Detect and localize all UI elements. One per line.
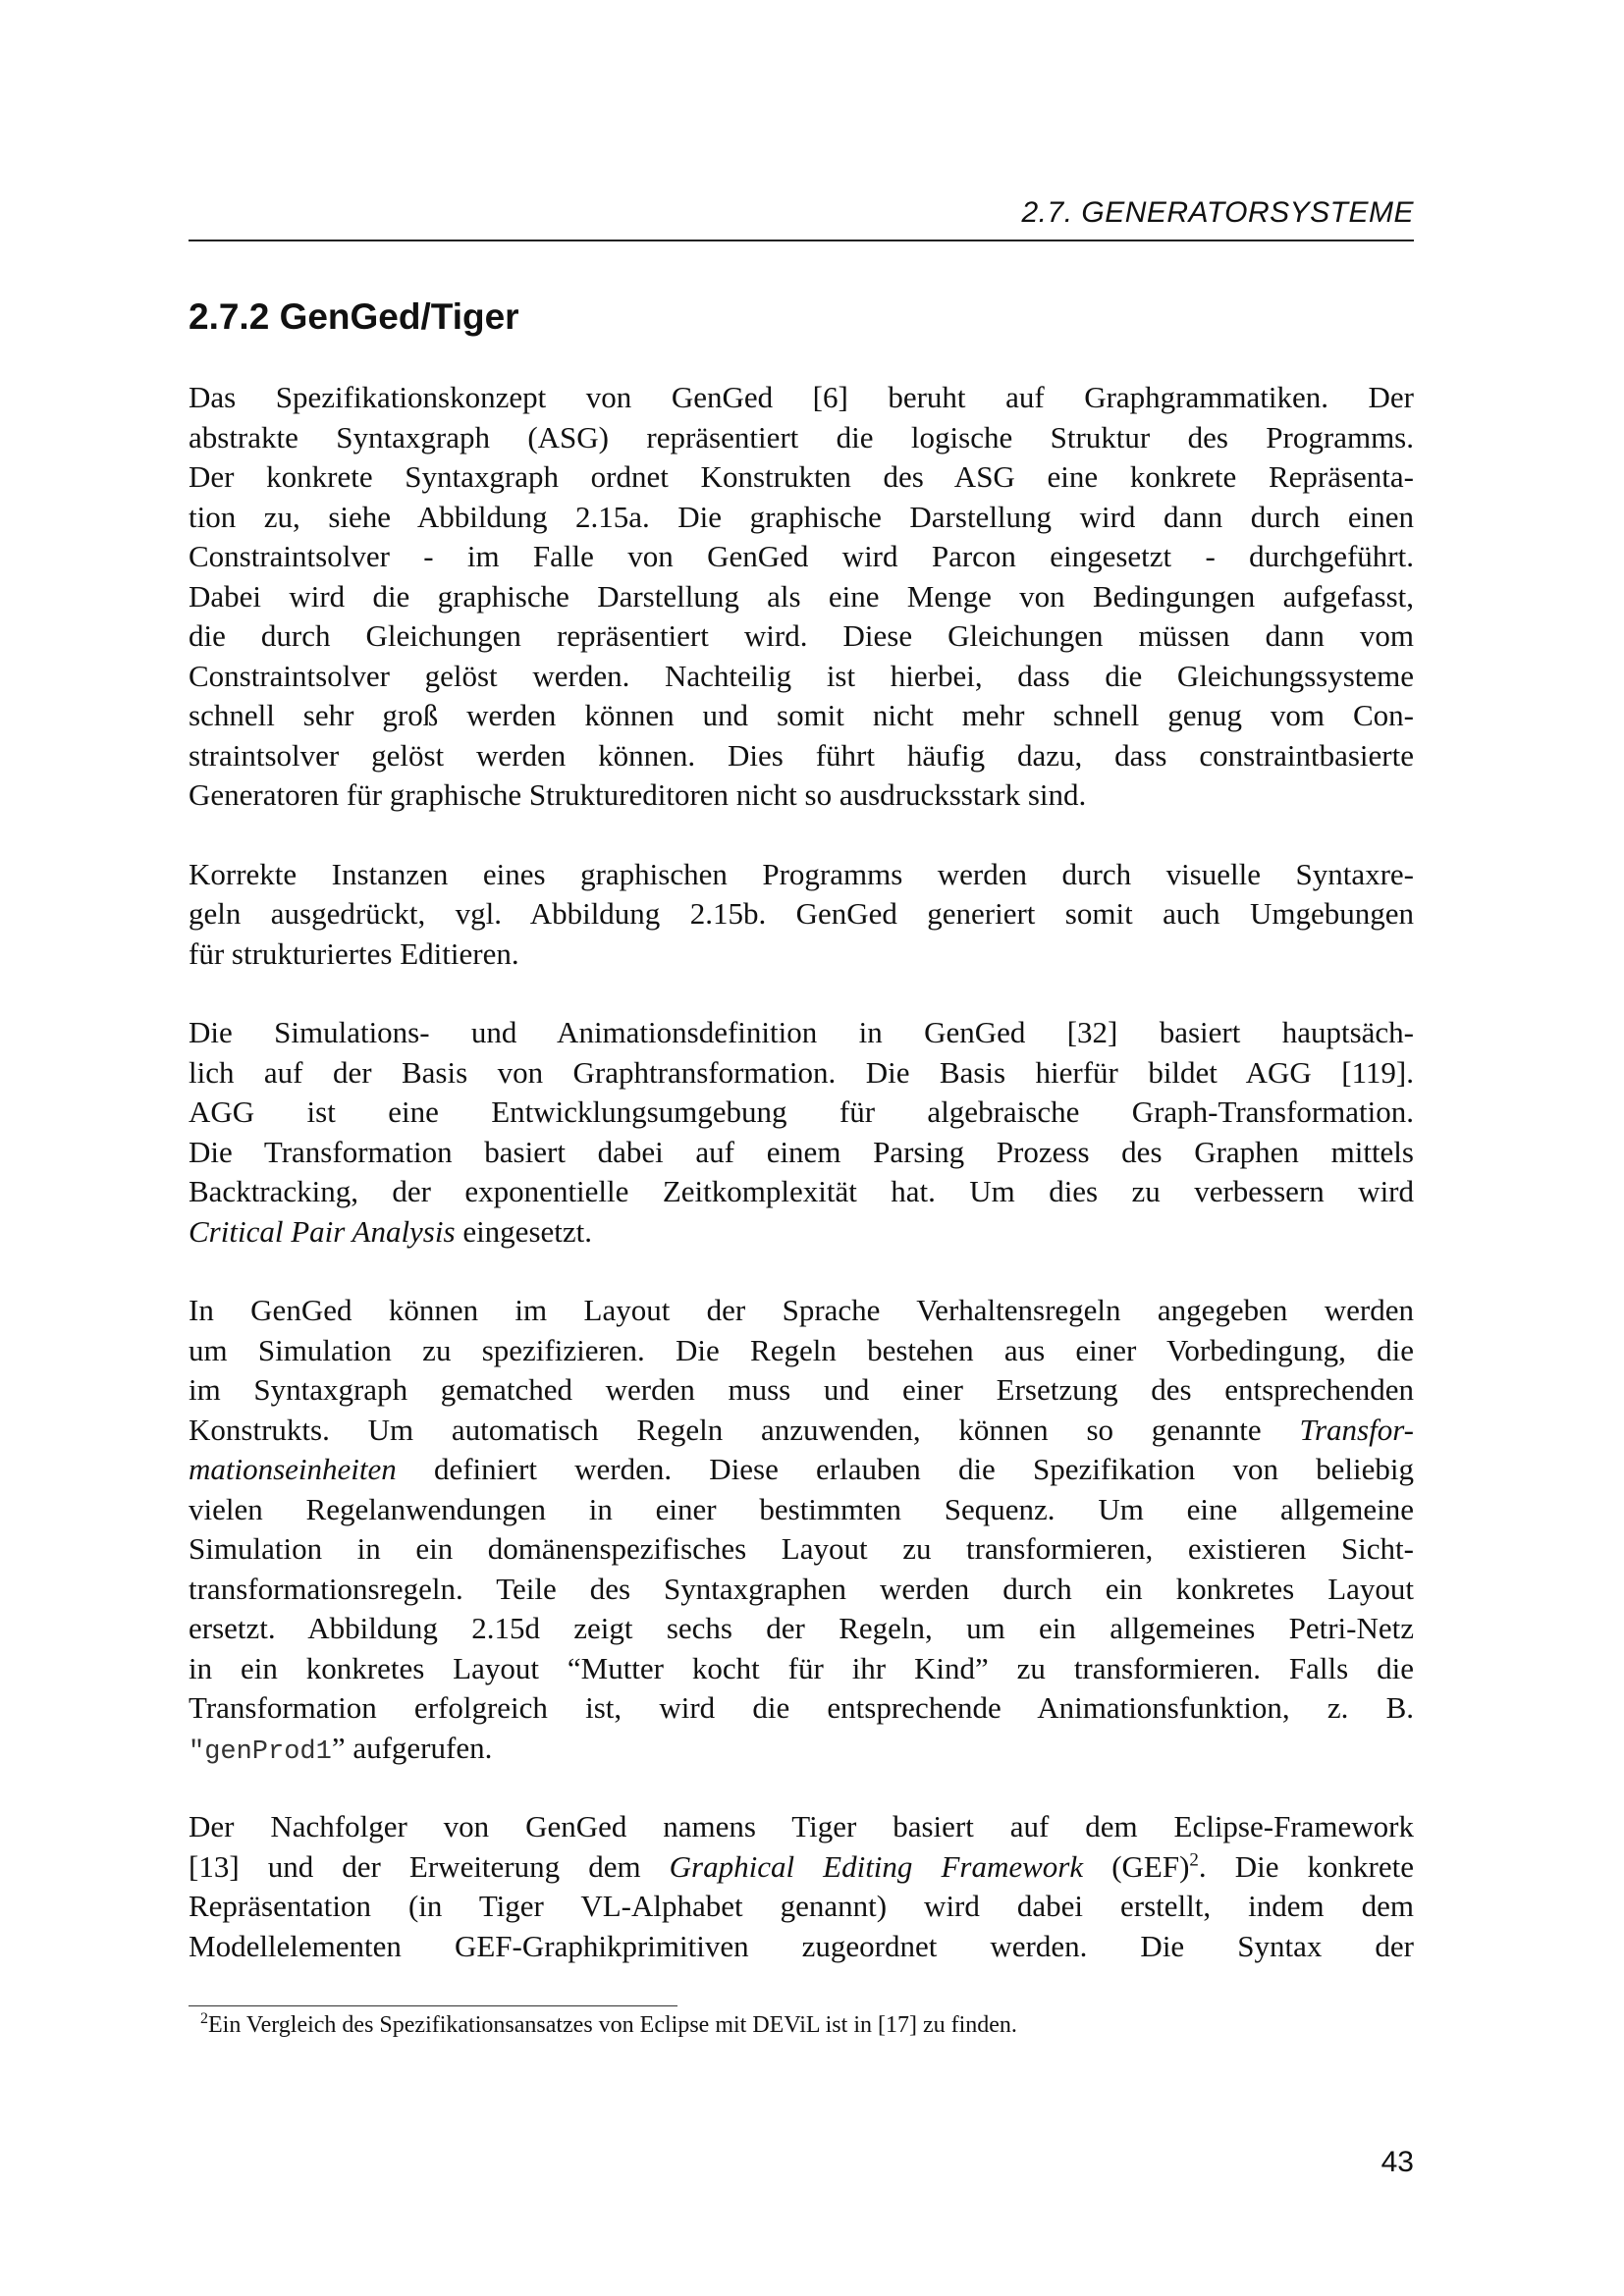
text-line: [189, 1570, 1414, 1610]
text-segment: lich auf der Basis von Graphtransformation. Die Basis hierfür bildet AGG [119].: [189, 1054, 1414, 1090]
text-line: [189, 1807, 1414, 1847]
text-line: [189, 1450, 1414, 1490]
text-line: [189, 1490, 1414, 1530]
text-line: [189, 1172, 1414, 1212]
text-segment: Der konkrete Syntaxgraph ordnet Konstrukten des ASG eine konkrete Repräsenta-: [189, 459, 1414, 494]
footnote-rule: [189, 2005, 677, 2006]
text-line: [189, 1529, 1414, 1570]
text-line: [189, 1411, 1414, 1451]
text-segment: straintsolver gelöst werden können. Dies führt häufig dazu, dass constraintbasierte: [189, 737, 1414, 773]
text-segment: . Die konkrete: [1198, 1848, 1414, 1884]
text-line: [189, 1212, 1414, 1253]
text-line: [189, 736, 1414, 776]
paragraph: [189, 1807, 1414, 1966]
text-line: [189, 696, 1414, 736]
text-line: [189, 378, 1414, 418]
text-segment: definiert werden. Diese erlauben die Spezifikation von beliebig: [396, 1452, 1414, 1486]
text-line: [189, 577, 1414, 617]
text-line: [189, 1013, 1414, 1053]
text-segment: im Syntaxgraph gematched werden muss und einer Ersetzung des entsprechenden: [189, 1372, 1414, 1407]
emphasis-text: Critical Pair Analysis: [189, 1213, 456, 1249]
text-segment: Simulation in ein domänenspezifisches Layout zu transformieren, existieren Sicht-: [189, 1531, 1414, 1566]
code-text: "genProd1: [189, 1736, 332, 1767]
text-segment: In GenGed können im Layout der Sprache Verhaltensregeln angegeben werden: [189, 1293, 1414, 1327]
paragraph: [189, 1013, 1414, 1252]
footnote-text: Ein Vergleich des Spezifikationsansatzes von Eclipse mit DEViL ist in [17] zu finden.: [208, 2012, 1017, 2038]
text-line: [189, 934, 1414, 975]
text-segment: die durch Gleichungen repräsentiert wird. Diese Gleichungen müssen dann vom: [189, 618, 1414, 653]
text-line: [189, 1927, 1414, 1967]
text-line: [189, 418, 1414, 458]
body-text: [189, 378, 1414, 2005]
text-segment: transformationsregeln. Teile des Syntaxgraphen werden durch ein konkretes Layout: [189, 1571, 1414, 1606]
page-number: 43: [1380, 2146, 1414, 2178]
text-line: [189, 1093, 1414, 1133]
text-segment: Korrekte Instanzen eines graphischen Programms werden durch visuelle Syntaxre-: [189, 856, 1414, 891]
text-segment: Das Spezifikationskonzept von GenGed [6] beruht auf Graphgrammatiken. Der: [189, 380, 1414, 414]
text-segment: Backtracking, der exponentielle Zeitkomplexität hat. Um dies zu verbessern wird: [189, 1174, 1414, 1208]
text-line: [189, 537, 1414, 577]
text-line: [189, 1053, 1414, 1094]
emphasis-text: mationseinheiten: [189, 1452, 397, 1486]
text-line: [189, 457, 1414, 498]
footnote: [200, 2012, 1017, 2039]
text-segment: vielen Regelanwendungen in einer bestimmten Sequenz. Um eine allgemeine: [189, 1491, 1414, 1526]
text-segment: Modellelementen GEF-Graphikprimitiven zugeordnet werden. Die Syntax der: [189, 1928, 1414, 1963]
text-line: [189, 1291, 1414, 1331]
text-line: [189, 616, 1414, 657]
text-segment: [13] und der Erweiterung dem: [189, 1848, 670, 1884]
paragraph: [189, 1291, 1414, 1768]
header-rule: [189, 240, 1414, 241]
emphasis-text: Transfor-: [1299, 1412, 1414, 1447]
text-segment: eingesetzt.: [455, 1213, 593, 1249]
text-line: [189, 1133, 1414, 1173]
text-segment: Constraintsolver gelöst werden. Nachteilig ist hierbei, dass die Gleichungssysteme: [189, 658, 1414, 693]
running-header: 2.7. GENERATORSYSTEME: [1021, 196, 1414, 229]
text-line: [189, 1609, 1414, 1649]
text-line: [189, 1688, 1414, 1729]
paragraph: [189, 855, 1414, 975]
text-line: [189, 1729, 1414, 1769]
text-segment: Die Transformation basiert dabei auf einem Parsing Prozess des Graphen mittels: [189, 1134, 1414, 1169]
text-line: [189, 498, 1414, 538]
paragraph: [189, 378, 1414, 816]
text-segment: Der Nachfolger von GenGed namens Tiger basiert auf dem Eclipse-Framework: [189, 1809, 1414, 1843]
text-line: [189, 657, 1414, 697]
text-segment: Generatoren für graphische Struktureditoren nicht so ausdrucksstark sind.: [189, 777, 1087, 812]
text-segment: Constraintsolver - im Falle von GenGed wird Parcon eingesetzt - durchgeführt.: [189, 539, 1414, 573]
section-heading: 2.7.2 GenGed/Tiger: [189, 296, 519, 337]
text-segment: abstrakte Syntaxgraph (ASG) repräsentiert die logische Struktur des Programms.: [189, 419, 1414, 454]
text-line: [189, 855, 1414, 895]
text-line: [189, 894, 1414, 934]
text-segment: Transformation erfolgreich ist, wird die entsprechende Animationsfunktion, z. B.: [189, 1690, 1414, 1725]
text-segment: tion zu, siehe Abbildung 2.15a. Die graphische Darstellung wird dann durch einen: [189, 499, 1414, 534]
text-segment: AGG ist eine Entwicklungsumgebung für algebraische Graph-Transformation.: [189, 1095, 1414, 1129]
text-segment: ” aufgerufen.: [331, 1730, 493, 1765]
text-line: [189, 1847, 1414, 1888]
text-line: [189, 1370, 1414, 1411]
text-segment: Konstrukts. Um automatisch Regeln anzuwenden, können so genannte: [189, 1412, 1300, 1447]
text-line: [189, 775, 1414, 816]
text-segment: ersetzt. Abbildung 2.15d zeigt sechs der Regeln, um ein allgemeines Petri-Netz: [189, 1611, 1414, 1645]
text-segment: geln ausgedrückt, vgl. Abbildung 2.15b. GenGed generiert somit auch Umgebungen: [189, 896, 1414, 931]
footnote-reference: 2: [1189, 1849, 1199, 1871]
footnote-mark: 2: [200, 2010, 208, 2027]
text-segment: um Simulation zu spezifizieren. Die Regeln bestehen aus einer Vorbedingung, die: [189, 1332, 1414, 1367]
text-line: [189, 1331, 1414, 1371]
text-line: [189, 1887, 1414, 1927]
text-segment: Dabei wird die graphische Darstellung als eine Menge von Bedingungen aufgefasst,: [189, 578, 1414, 614]
emphasis-text: Graphical Editing Framework: [669, 1848, 1084, 1884]
text-line: [189, 1649, 1414, 1689]
text-segment: in ein konkretes Layout “Mutter kocht für ihr Kind” zu transformieren. Falls die: [189, 1650, 1414, 1685]
text-segment: (GEF): [1083, 1848, 1190, 1884]
text-segment: Die Simulations- und Animationsdefinition in GenGed [32] basiert hauptsäch-: [189, 1015, 1414, 1049]
text-segment: schnell sehr groß werden können und somit nicht mehr schnell genug vom Con-: [189, 698, 1414, 732]
text-segment: Repräsentation (in Tiger VL-Alphabet genannt) wird dabei erstellt, indem dem: [189, 1889, 1414, 1923]
text-segment: für strukturiertes Editieren.: [189, 935, 519, 971]
